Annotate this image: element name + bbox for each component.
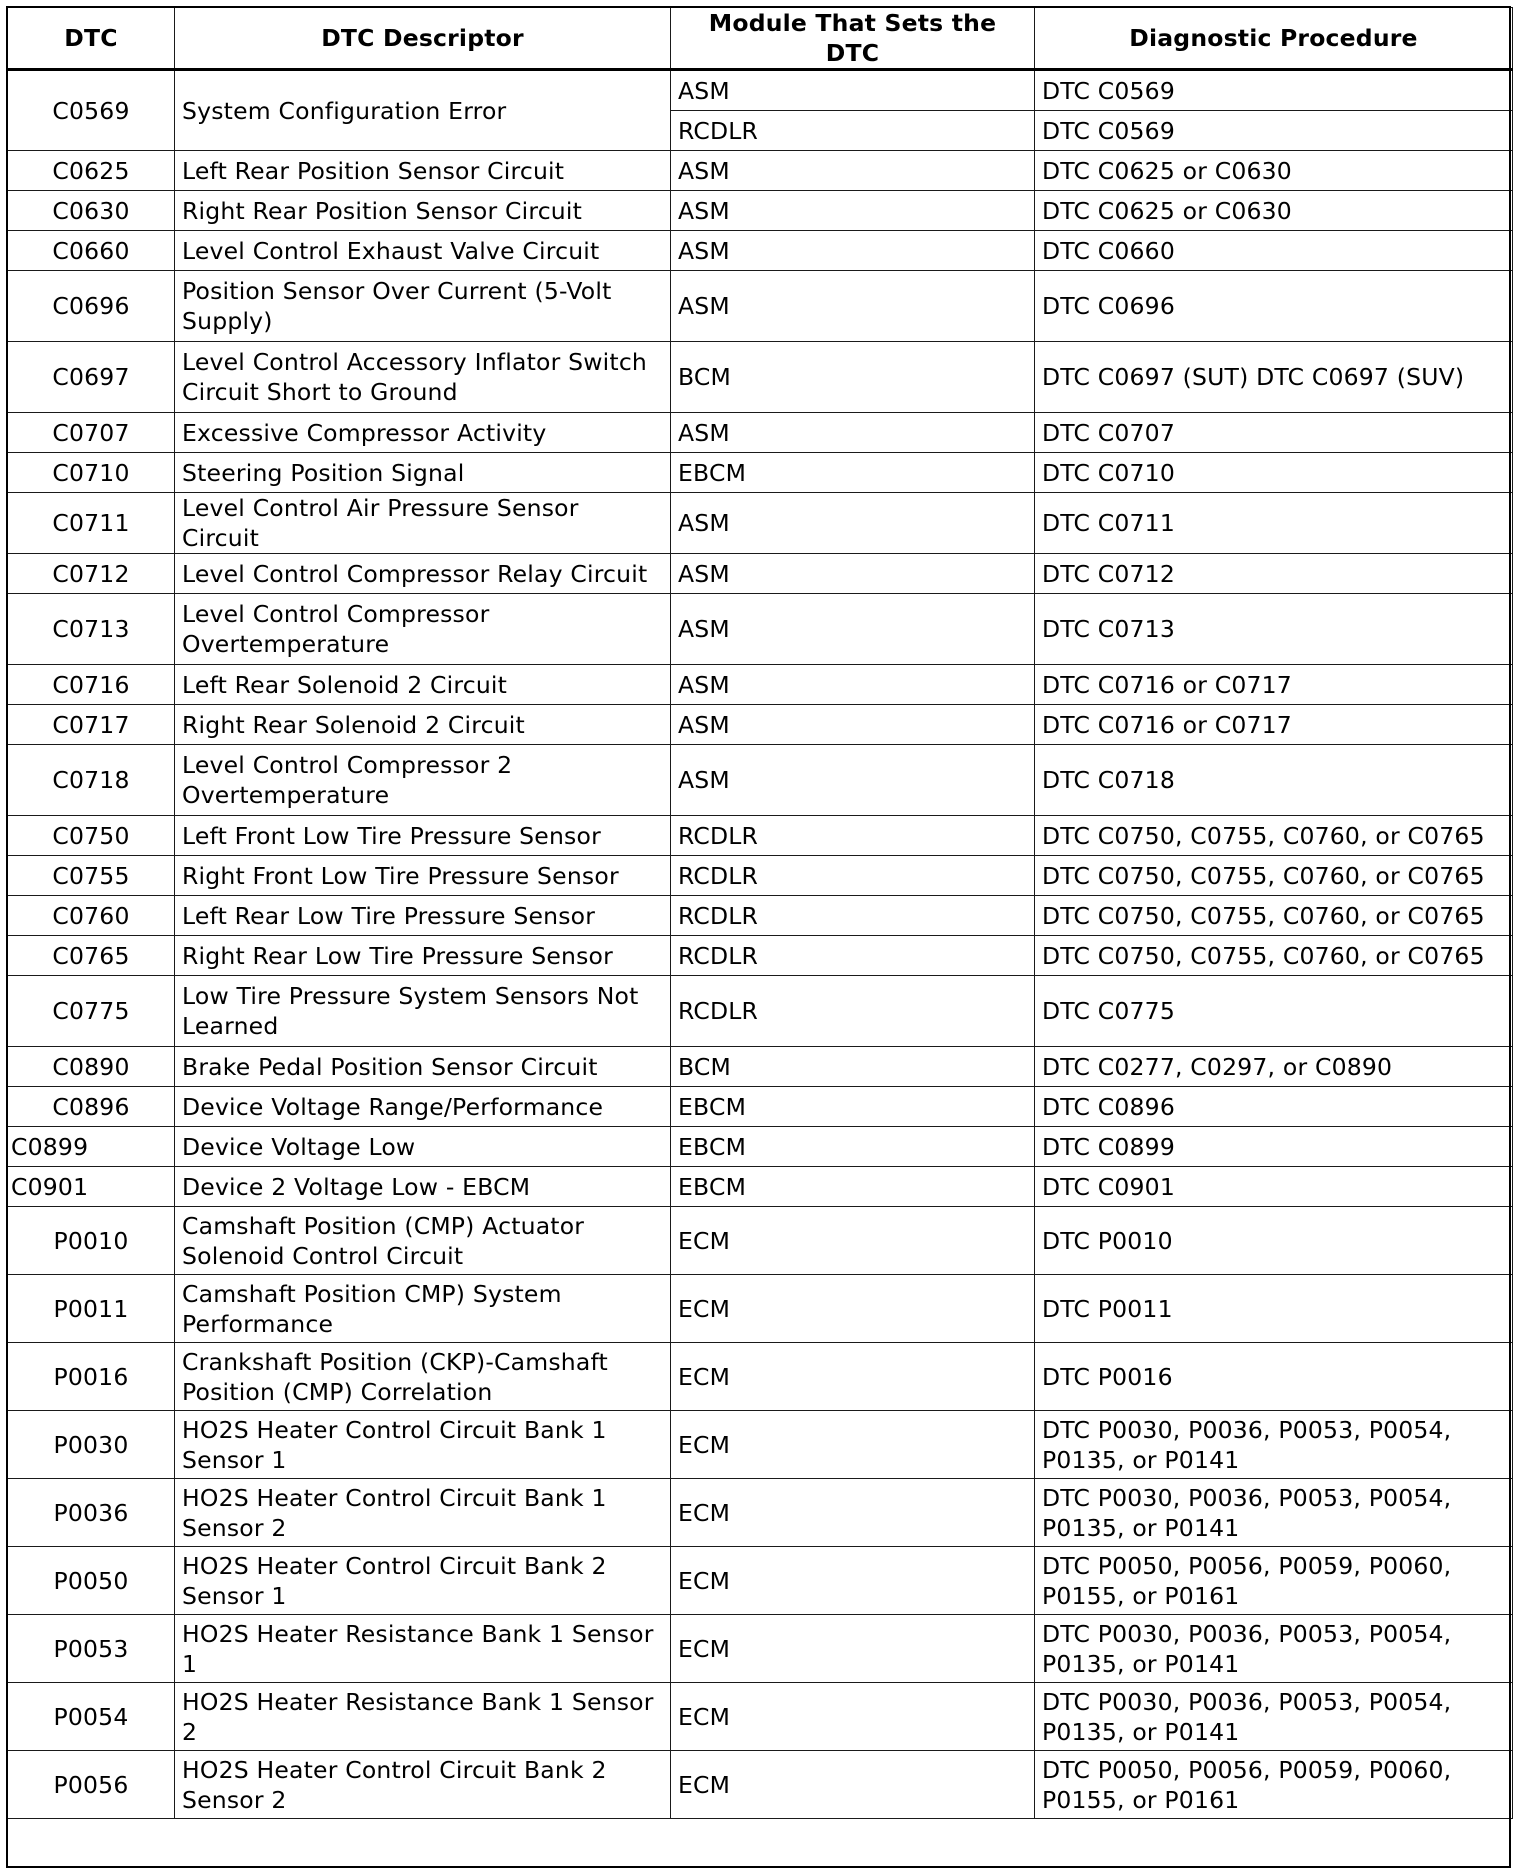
dtc-code: C0625 (8, 151, 175, 191)
header-module: Module That Sets the DTC (671, 8, 1035, 70)
header-dtc: DTC (8, 8, 175, 70)
dtc-module: EBCM (671, 453, 1035, 493)
table-row (8, 936, 1513, 976)
table-row (8, 1127, 1513, 1167)
dtc-module: RCDLR (671, 936, 1035, 976)
dtc-module: ECM (671, 1275, 1035, 1343)
dtc-descriptor: Right Rear Low Tire Pressure Sensor (175, 936, 671, 976)
dtc-code: C0710 (8, 453, 175, 493)
dtc-module: ECM (671, 1615, 1035, 1683)
dtc-code: C0713 (8, 594, 175, 665)
dtc-module: ECM (671, 1547, 1035, 1615)
table-row (8, 856, 1513, 896)
table-row (8, 151, 1513, 191)
table-row (8, 1683, 1513, 1751)
dtc-descriptor: Steering Position Signal (175, 453, 671, 493)
dtc-code: C0569 (8, 70, 175, 151)
dtc-descriptor: Right Rear Solenoid 2 Circuit (175, 705, 671, 745)
diagnostic-procedure: DTC C0901 (1035, 1167, 1513, 1207)
dtc-descriptor: Level Control Compressor Relay Circuit (175, 554, 671, 594)
dtc-code: C0896 (8, 1087, 175, 1127)
dtc-module: BCM (671, 1047, 1035, 1087)
dtc-descriptor: Right Front Low Tire Pressure Sensor (175, 856, 671, 896)
dtc-module: RCDLR (671, 111, 1035, 151)
dtc-descriptor: Brake Pedal Position Sensor Circuit (175, 1047, 671, 1087)
dtc-code: P0053 (8, 1615, 175, 1683)
diagnostic-procedure: DTC C0750, C0755, C0760, or C0765 (1035, 856, 1513, 896)
dtc-module: RCDLR (671, 856, 1035, 896)
table-row (8, 1411, 1513, 1479)
diagnostic-procedure: DTC C0716 or C0717 (1035, 665, 1513, 705)
diagnostic-procedure: DTC C0660 (1035, 231, 1513, 271)
dtc-descriptor: Left Front Low Tire Pressure Sensor (175, 816, 671, 856)
dtc-code: C0696 (8, 271, 175, 342)
diagnostic-procedure: DTC P0030, P0036, P0053, P0054, P0135, or P0141 (1035, 1615, 1513, 1683)
table-row (8, 493, 1513, 554)
dtc-descriptor: Device 2 Voltage Low - EBCM (175, 1167, 671, 1207)
dtc-code: C0765 (8, 936, 175, 976)
diagnostic-procedure: DTC C0712 (1035, 554, 1513, 594)
diagnostic-procedure: DTC C0750, C0755, C0760, or C0765 (1035, 936, 1513, 976)
dtc-descriptor: HO2S Heater Control Circuit Bank 2 Sensor 1 (175, 1547, 671, 1615)
table-header-row (8, 8, 1513, 70)
dtc-code: C0716 (8, 665, 175, 705)
diagnostic-procedure: DTC C0750, C0755, C0760, or C0765 (1035, 896, 1513, 936)
table-row (8, 896, 1513, 936)
table-row (8, 554, 1513, 594)
header-procedure: Diagnostic Procedure (1035, 8, 1513, 70)
table-row (8, 413, 1513, 453)
diagnostic-procedure: DTC C0750, C0755, C0760, or C0765 (1035, 816, 1513, 856)
dtc-module: ECM (671, 1751, 1035, 1819)
table-row (8, 191, 1513, 231)
table-row (8, 1343, 1513, 1411)
dtc-code: P0036 (8, 1479, 175, 1547)
diagnostic-procedure: DTC C0899 (1035, 1127, 1513, 1167)
table-row (8, 594, 1513, 665)
table-row (8, 1751, 1513, 1819)
dtc-descriptor: Level Control Compressor Overtemperature (175, 594, 671, 665)
table-row (8, 1479, 1513, 1547)
dtc-descriptor: Position Sensor Over Current (5-Volt Supply) (175, 271, 671, 342)
dtc-descriptor: Level Control Accessory Inflator Switch Circuit Short to Ground (175, 342, 671, 413)
dtc-descriptor: Left Rear Low Tire Pressure Sensor (175, 896, 671, 936)
dtc-code: P0054 (8, 1683, 175, 1751)
dtc-code: C0630 (8, 191, 175, 231)
dtc-descriptor: Left Rear Solenoid 2 Circuit (175, 665, 671, 705)
dtc-descriptor: Level Control Air Pressure Sensor Circuit (175, 493, 671, 554)
dtc-descriptor: Level Control Compressor 2 Overtemperature (175, 745, 671, 816)
dtc-descriptor: Left Rear Position Sensor Circuit (175, 151, 671, 191)
table-row (8, 1547, 1513, 1615)
diagnostic-procedure: DTC P0050, P0056, P0059, P0060, P0155, or P0161 (1035, 1751, 1513, 1819)
dtc-code: C0750 (8, 816, 175, 856)
dtc-code: C0707 (8, 413, 175, 453)
diagnostic-procedure: DTC P0050, P0056, P0059, P0060, P0155, or P0161 (1035, 1547, 1513, 1615)
dtc-descriptor: HO2S Heater Resistance Bank 1 Sensor 2 (175, 1683, 671, 1751)
diagnostic-procedure: DTC C0713 (1035, 594, 1513, 665)
dtc-module: ASM (671, 271, 1035, 342)
table-row (8, 453, 1513, 493)
dtc-module: ASM (671, 493, 1035, 554)
dtc-code: C0890 (8, 1047, 175, 1087)
table-row (8, 1275, 1513, 1343)
diagnostic-procedure: DTC C0896 (1035, 1087, 1513, 1127)
dtc-descriptor: HO2S Heater Control Circuit Bank 2 Sensor 2 (175, 1751, 671, 1819)
dtc-code: P0050 (8, 1547, 175, 1615)
dtc-descriptor: Low Tire Pressure System Sensors Not Learned (175, 976, 671, 1047)
diagnostic-procedure: DTC C0277, C0297, or C0890 (1035, 1047, 1513, 1087)
dtc-module: RCDLR (671, 976, 1035, 1047)
dtc-code: C0711 (8, 493, 175, 554)
dtc-code: P0030 (8, 1411, 175, 1479)
diagnostic-procedure: DTC P0030, P0036, P0053, P0054, P0135, or P0141 (1035, 1411, 1513, 1479)
diagnostic-procedure: DTC P0030, P0036, P0053, P0054, P0135, or P0141 (1035, 1479, 1513, 1547)
diagnostic-procedure: DTC C0569 (1035, 70, 1513, 111)
dtc-code: C0775 (8, 976, 175, 1047)
table-row (8, 342, 1513, 413)
dtc-descriptor: HO2S Heater Control Circuit Bank 1 Sensor 1 (175, 1411, 671, 1479)
dtc-code: C0901 (8, 1167, 175, 1207)
dtc-code: P0056 (8, 1751, 175, 1819)
dtc-descriptor: HO2S Heater Control Circuit Bank 1 Sensor 2 (175, 1479, 671, 1547)
dtc-module: RCDLR (671, 896, 1035, 936)
dtc-module: ASM (671, 70, 1035, 111)
table-row (8, 1087, 1513, 1127)
dtc-descriptor: HO2S Heater Resistance Bank 1 Sensor 1 (175, 1615, 671, 1683)
dtc-code: C0718 (8, 745, 175, 816)
dtc-descriptor: Crankshaft Position (CKP)-Camshaft Position (CMP) Correlation (175, 1343, 671, 1411)
dtc-module: ASM (671, 151, 1035, 191)
diagnostic-procedure: DTC C0625 or C0630 (1035, 191, 1513, 231)
dtc-module: BCM (671, 342, 1035, 413)
dtc-code: C0755 (8, 856, 175, 896)
dtc-module: ECM (671, 1343, 1035, 1411)
dtc-module: ASM (671, 554, 1035, 594)
table-row (8, 976, 1513, 1047)
dtc-code: C0712 (8, 554, 175, 594)
diagnostic-procedure: DTC C0707 (1035, 413, 1513, 453)
diagnostic-procedure: DTC C0718 (1035, 745, 1513, 816)
diagnostic-procedure: DTC C0711 (1035, 493, 1513, 554)
dtc-module: EBCM (671, 1127, 1035, 1167)
dtc-descriptor: Device Voltage Low (175, 1127, 671, 1167)
dtc-table (7, 7, 1513, 1819)
dtc-module: ECM (671, 1683, 1035, 1751)
header-descriptor: DTC Descriptor (175, 8, 671, 70)
dtc-module: RCDLR (671, 816, 1035, 856)
table-row (8, 1047, 1513, 1087)
diagnostic-procedure: DTC C0697 (SUT) DTC C0697 (SUV) (1035, 342, 1513, 413)
table-row (8, 705, 1513, 745)
dtc-module: ASM (671, 745, 1035, 816)
dtc-module: ASM (671, 665, 1035, 705)
table-row (8, 231, 1513, 271)
dtc-code: P0010 (8, 1207, 175, 1275)
table-row (8, 665, 1513, 705)
dtc-module: ASM (671, 231, 1035, 271)
dtc-descriptor: Right Rear Position Sensor Circuit (175, 191, 671, 231)
dtc-module: EBCM (671, 1087, 1035, 1127)
dtc-descriptor: Camshaft Position CMP) System Performance (175, 1275, 671, 1343)
diagnostic-procedure: DTC C0625 or C0630 (1035, 151, 1513, 191)
table-row (8, 745, 1513, 816)
dtc-module: ASM (671, 191, 1035, 231)
diagnostic-procedure: DTC C0696 (1035, 271, 1513, 342)
dtc-code: C0697 (8, 342, 175, 413)
dtc-module: EBCM (671, 1167, 1035, 1207)
dtc-module: ECM (671, 1411, 1035, 1479)
dtc-code: P0011 (8, 1275, 175, 1343)
diagnostic-procedure: DTC P0011 (1035, 1275, 1513, 1343)
diagnostic-procedure: DTC C0775 (1035, 976, 1513, 1047)
table-row (8, 1167, 1513, 1207)
dtc-code: P0016 (8, 1343, 175, 1411)
table-row (8, 816, 1513, 856)
table-row (8, 1615, 1513, 1683)
dtc-code: C0717 (8, 705, 175, 745)
dtc-module: ASM (671, 594, 1035, 665)
dtc-module: ECM (671, 1479, 1035, 1547)
diagnostic-procedure: DTC C0716 or C0717 (1035, 705, 1513, 745)
diagnostic-procedure: DTC C0569 (1035, 111, 1513, 151)
diagnostic-procedure: DTC P0010 (1035, 1207, 1513, 1275)
dtc-module: ASM (671, 705, 1035, 745)
dtc-descriptor: System Configuration Error (175, 70, 671, 151)
dtc-code: C0899 (8, 1127, 175, 1167)
dtc-descriptor: Excessive Compressor Activity (175, 413, 671, 453)
dtc-code: C0660 (8, 231, 175, 271)
table-row (8, 271, 1513, 342)
table-row (8, 70, 1513, 111)
dtc-module: ECM (671, 1207, 1035, 1275)
diagnostic-procedure: DTC P0016 (1035, 1343, 1513, 1411)
dtc-module: ASM (671, 413, 1035, 453)
dtc-descriptor: Camshaft Position (CMP) Actuator Solenoid Control Circuit (175, 1207, 671, 1275)
dtc-code: C0760 (8, 896, 175, 936)
dtc-descriptor: Level Control Exhaust Valve Circuit (175, 231, 671, 271)
diagnostic-procedure: DTC P0030, P0036, P0053, P0054, P0135, or P0141 (1035, 1683, 1513, 1751)
diagnostic-procedure: DTC C0710 (1035, 453, 1513, 493)
dtc-descriptor: Device Voltage Range/Performance (175, 1087, 671, 1127)
table-row (8, 1207, 1513, 1275)
